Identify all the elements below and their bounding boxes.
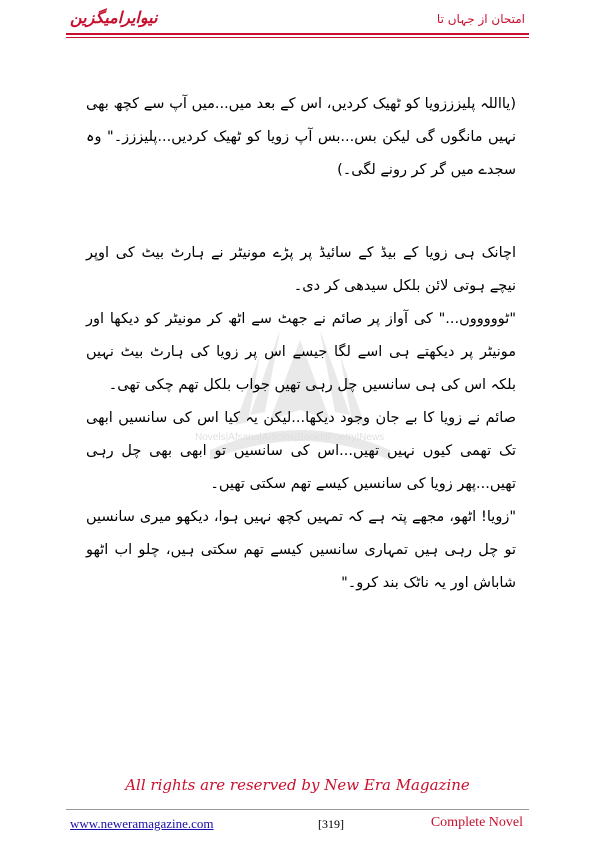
footer-rule	[66, 809, 529, 810]
article-body	[86, 88, 516, 600]
header-rule-thick	[66, 33, 529, 35]
header-rule-thin	[66, 37, 529, 38]
paragraph: صائم نے زویا کا بے جان وجود دیکھا...لیکن یہ کیا اس کی سانسیں ابھی تک تھمی کیوں نہیں تھیں...اس کی سانسیں تو ابھی بھی چل رہی تھیں...پھر زویا کی سانسیں کیسے تھم سکتی تھیں۔	[86, 410, 516, 492]
paragraph: "زویا! اٹھو، مجھے پتہ ہے کہ تمہیں کچھ نہیں ہوا، دیکھو میری سانسیں تو چل رہی ہیں تمہاری سانسیں کیسے تھم سکتی ہیں، چلو اب اٹھو شاباش اور یہ ناٹک بند کرو۔"	[86, 509, 516, 591]
paragraph: (یااللہ پلیزززویا کو ٹھیک کردیں، اس کے بعد میں...میں آپ سے کچھ بھی نہیں مانگوں گی لیکن بس...بس آپ زویا کو ٹھیک کردیں...پلیززز۔" وہ سجدے میں گر کر رونے لگی۔)	[86, 96, 516, 178]
paragraph-gap	[86, 187, 516, 237]
rights-notice: All rights are reserved by New Era Magazine	[125, 776, 470, 794]
paragraph: "ٹوووووں..." کی آواز پر صائم نے جھٹ سے اٹھ کر مونیٹر کو دیکھا اور مونیٹر پر دیکھتے ہی اسے لگا جیسے اس پر زویا کی ہارٹ بیٹ نہیں بلکہ اس کی ہی سانسیں چل رہی تھیں جواب بلکل تھم چکی تھی۔	[86, 311, 516, 393]
page-number: [319]	[318, 817, 344, 831]
website-link[interactable]: www.neweramagazine.com	[70, 816, 214, 831]
magazine-name: نیوایرامیگزین	[70, 8, 158, 27]
paragraph: اچانک ہی زویا کے بیڈ کے سائیڈ پر پڑے مونیٹر نے ہارٹ بیٹ کی اوپر نیچے ہوتی لائن بلکل سیدھی کر دی۔	[86, 245, 516, 294]
novel-title: امتحان از جہاں تا	[436, 12, 525, 26]
category-label: Complete Novel	[430, 815, 523, 830]
watermark-text: Novels|Afsana|Articles|Books|Poetry|News	[195, 432, 385, 443]
